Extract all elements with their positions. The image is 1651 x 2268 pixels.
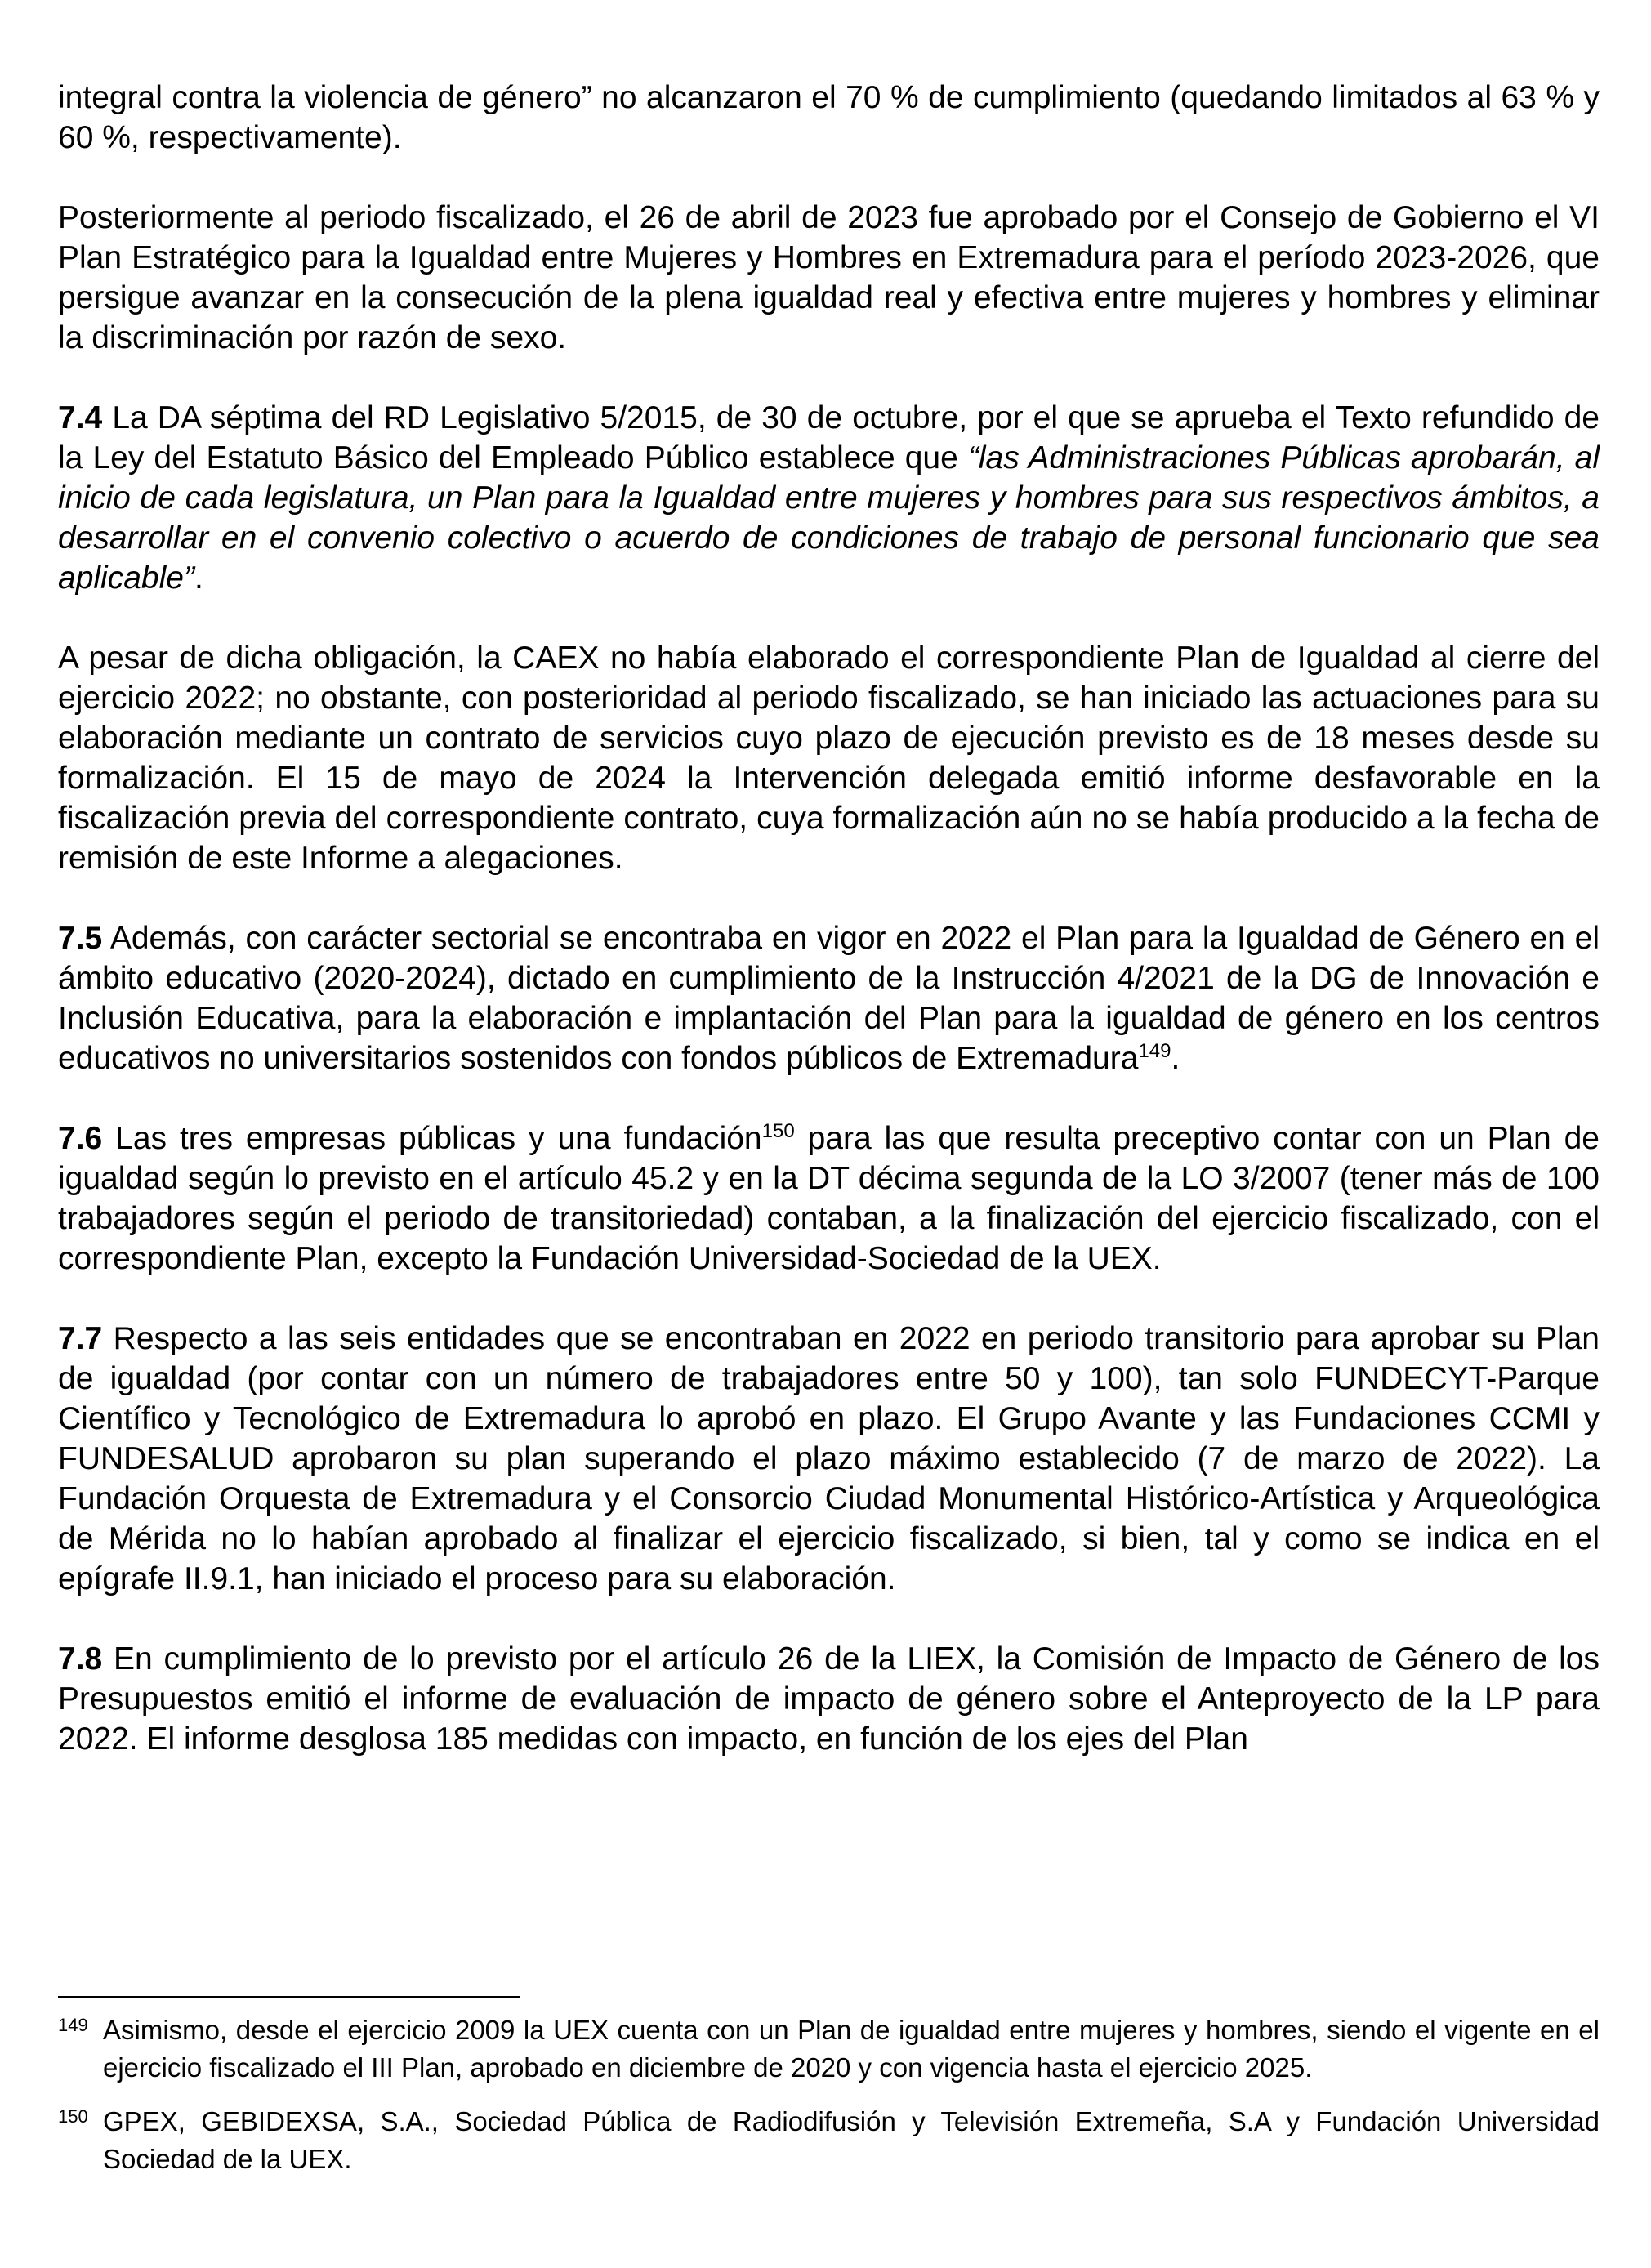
footnotes	[58, 2011, 1600, 2194]
paragraph-text: Además, con carácter sectorial se encontraba en vigor en 2022 el Plan para la Igualdad de Género en el ámbito educativo (2020-2024), dictado en cumplimiento de la Instrucción 4/2021 de la DG de Innovación e Inclusión Educativa, para la elaboración e implantación del Plan para la igualdad de género en los centros educativos no universitarios sostenidos con fondos públicos de Extremadura	[58, 921, 1600, 1076]
paragraph-number: 7.5	[58, 921, 103, 956]
paragraph-number: 7.4	[58, 400, 103, 435]
document-body	[58, 78, 1600, 1799]
paragraph-text: integral contra la violencia de género” no alcanzaron el 70 % de cumplimiento (quedando limitados al 63 % y 60 %, respectivamente).	[58, 80, 1600, 155]
paragraph-vi-plan	[58, 198, 1600, 358]
legal-quote: “las Administraciones Públicas aprobarán, al inicio de cada legislatura, un Plan para la Igualdad entre mujeres y hombres para sus respectivos ámbitos, a desarrollar en el convenio colectivo o acuerdo de condiciones de trabajo de personal funcionario que sea aplicable”	[58, 440, 1600, 596]
paragraph-7-4	[58, 398, 1600, 598]
paragraph-text: Las tres empresas públicas y una fundación	[102, 1121, 762, 1156]
paragraph-7-7	[58, 1319, 1600, 1599]
paragraph-number: 7.7	[58, 1321, 103, 1356]
paragraph-caex	[58, 638, 1600, 878]
paragraph-text: A pesar de dicha obligación, la CAEX no había elaborado el correspondiente Plan de Igualdad al cierre del ejercicio 2022; no obstante, con posterioridad al periodo fiscalizado, se han iniciado las actuaciones para su elaboración mediante un contrato de servicios cuyo plazo de ejecución previsto es de 18 meses desde su formalización. El 15 de mayo de 2024 la Intervención delegada emitió informe desfavorable en la fiscalización previa del correspondiente contrato, cuya formalización aún no se había producido a la fecha de remisión de este Informe a alegaciones.	[58, 641, 1600, 876]
paragraph-text: Posteriormente al periodo fiscalizado, el 26 de abril de 2023 fue aprobado por el Consejo de Gobierno el VI Plan Estratégico para la Igualdad entre Mujeres y Hombres en Extremadura para el período 2023-2026, que persigue avanzar en la consecución de la plena igualdad real y efectiva entre mujeres y hombres y eliminar la discriminación por razón de sexo.	[58, 200, 1600, 355]
paragraph-text: La DA séptima del RD Legislativo 5/2015, de 30 de octubre, por el que se aprueba el Texto refundido de la Ley del Estatuto Básico del Empleado Público establece que	[58, 400, 1600, 475]
footnote-number: 150	[58, 2106, 88, 2127]
paragraph-end: .	[1171, 1041, 1180, 1076]
paragraph-end: .	[194, 560, 203, 596]
footnote-150	[58, 2103, 1600, 2178]
footnote-ref-150[interactable]: 150	[761, 1120, 795, 1142]
paragraph-text-rest: para las que resulta preceptivo contar con un Plan de igualdad según lo previsto en el artículo 45.2 y en la DT décima segunda de la LO 3/2007 (tener más de 100 trabajadores según el periodo de transitoriedad) contaban, a la finalización del ejercicio fiscalizado, con el correspondiente Plan, excepto la Fundación Universidad-Sociedad de la UEX.	[58, 1121, 1600, 1276]
footnote-text: Asimismo, desde el ejercicio 2009 la UEX cuenta con un Plan de igualdad entre mujeres y hombres, siendo el vigente en el ejercicio fiscalizado el III Plan, aprobado en diciembre de 2020 y con vigencia hasta el ejercicio 2025.	[103, 2015, 1600, 2083]
footnote-text: GPEX, GEBIDEXSA, S.A., Sociedad Pública de Radiodifusión y Televisión Extremeña, S.A y Fundación Universidad Sociedad de la UEX.	[103, 2106, 1600, 2174]
footnote-149	[58, 2011, 1600, 2087]
footnote-separator	[58, 1996, 520, 1998]
paragraph-number: 7.8	[58, 1641, 103, 1676]
footnote-number: 149	[58, 2015, 88, 2035]
paragraph-7-5	[58, 918, 1600, 1078]
paragraph-text: Respecto a las seis entidades que se encontraban en 2022 en periodo transitorio para aprobar su Plan de igualdad (por contar con un número de trabajadores entre 50 y 100), tan solo FUNDECYT-Parque Científico y Tecnológico de Extremadura lo aprobó en plazo. El Grupo Avante y las Fundaciones CCMI y FUNDESALUD aprobaron su plan superando el plazo máximo establecido (7 de marzo de 2022). La Fundación Orquesta de Extremadura y el Consorcio Ciudad Monumental Histórico-Artística y Arqueológica de Mérida no lo habían aprobado al finalizar el ejercicio fiscalizado, si bien, tal y como se indica en el epígrafe II.9.1, han iniciado el proceso para su elaboración.	[58, 1321, 1600, 1596]
paragraph-number: 7.6	[58, 1121, 103, 1156]
paragraph-continuation	[58, 78, 1600, 158]
paragraph-7-8	[58, 1639, 1600, 1759]
footnote-ref-149[interactable]: 149	[1138, 1040, 1171, 1062]
paragraph-7-6	[58, 1118, 1600, 1279]
paragraph-text: En cumplimiento de lo previsto por el artículo 26 de la LIEX, la Comisión de Impacto de Género de los Presupuestos emitió el informe de evaluación de impacto de género sobre el Anteproyecto de la LP para 2022. El informe desglosa 185 medidas con impacto, en función de los ejes del Plan	[58, 1641, 1600, 1757]
